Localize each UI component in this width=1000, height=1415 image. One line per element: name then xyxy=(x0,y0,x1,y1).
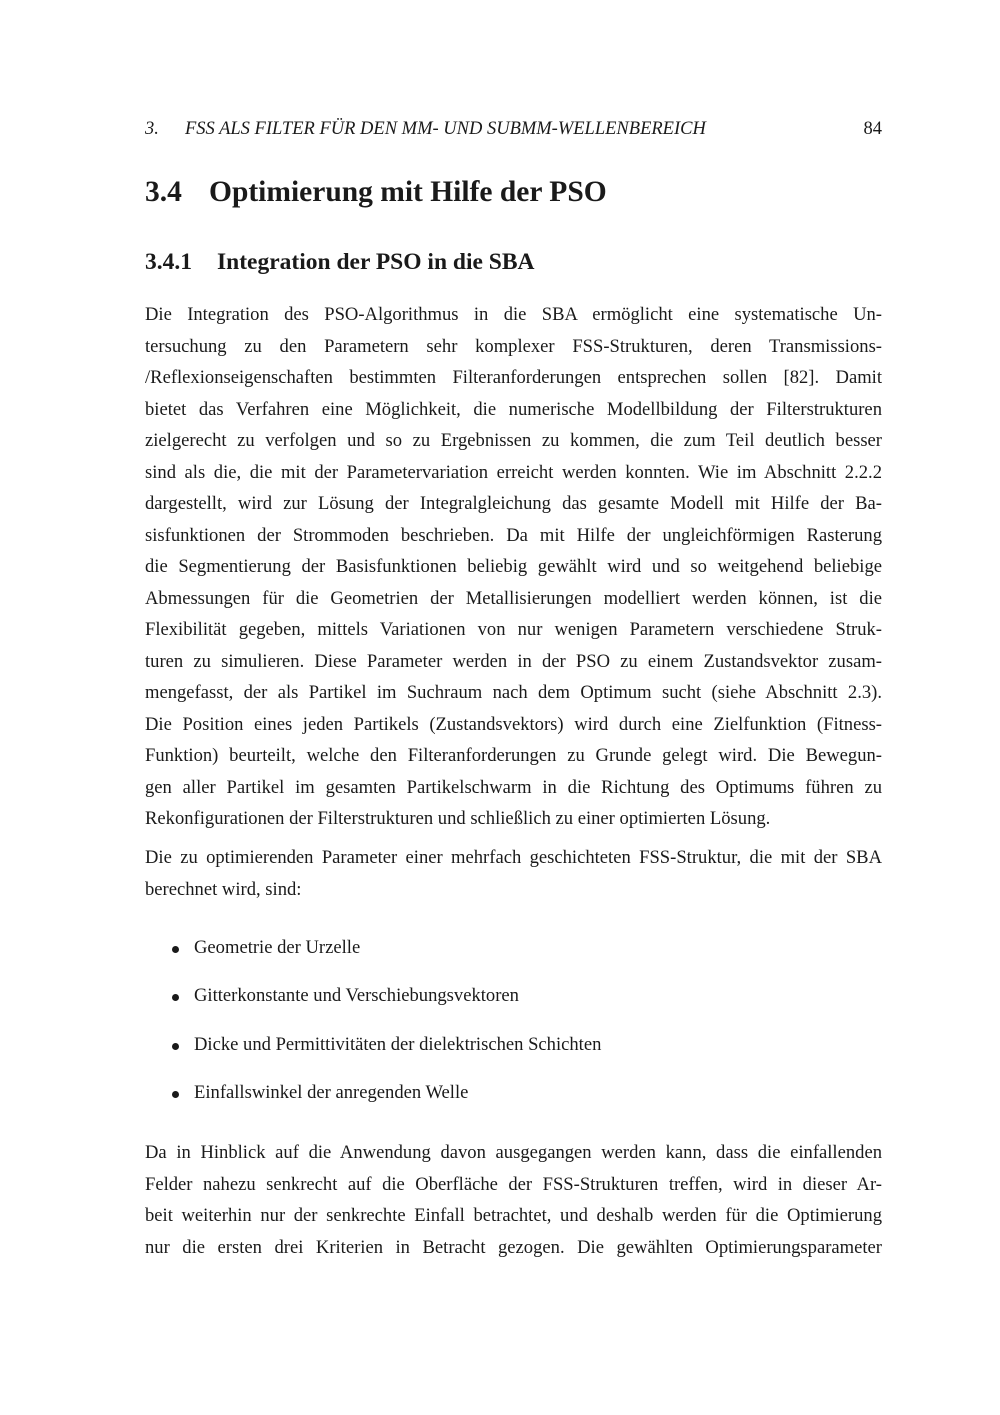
section-heading xyxy=(145,172,607,212)
subsection-title: Integration der PSO in die SBA xyxy=(217,249,535,275)
paragraph-line: Die Position eines jeden Partikels (Zustandsvektors) wird durch eine Zielfunktion (Fitness- xyxy=(145,713,882,735)
paragraph-line: die Segmentierung der Basisfunktionen beliebig gewählt wird und so weitgehend beliebige xyxy=(145,556,882,577)
paragraph-integration xyxy=(145,299,882,835)
paragraph-line: sisfunktionen der Strommoden beschrieben. Da mit Hilfe der ungleichförmigen Rasterung xyxy=(145,524,882,546)
subsection-number: 3.4.1 xyxy=(145,249,192,275)
paragraph-line: Die zu optimierenden Parameter einer mehrfach geschichteten FSS-Struktur, die mit der SBA xyxy=(145,847,882,868)
paragraph-line: turen zu simulieren. Diese Parameter werden in der PSO zu einem Zustandsvektor zusam- xyxy=(145,650,882,672)
paragraph-line: berechnet wird, sind: xyxy=(145,878,302,900)
paragraph-line: gen aller Partikel im gesamten Partikelschwarm in die Richtung des Optimums führen zu xyxy=(145,776,882,798)
paragraph-line: zielgerecht zu verfolgen und so zu Ergebnissen zu kommen, die zum Teil deutlich besser xyxy=(145,430,882,451)
running-header-chapter xyxy=(145,117,706,141)
list-item-text: Geometrie der Urzelle xyxy=(194,937,361,958)
paragraph-line: Rekonfigurationen der Filterstrukturen und schließlich zu einer optimierten Lösung. xyxy=(145,808,771,829)
paragraph-line: Abmessungen für die Geometrien der Metallisierungen modelliert werden können, ist die xyxy=(145,587,882,609)
paragraph-line: tersuchung zu den Parametern sehr komplexer FSS-Strukturen, deren Transmissions- xyxy=(145,335,882,357)
paragraph-line: /Reflexionseigenschaften bestimmten Filteranforderungen entsprechen sollen [82]. Damit xyxy=(145,367,882,388)
paragraph-line: Felder nahezu senkrecht auf die Oberfläche der FSS-Strukturen treffen, wird in dieser Ar- xyxy=(145,1173,882,1195)
section-number: 3.4 xyxy=(145,176,182,208)
list-item xyxy=(167,932,882,980)
running-header xyxy=(145,117,882,141)
list-item-text: Dicke und Permittivitäten der dielektrischen Schichten xyxy=(194,1033,602,1055)
chapter-title: FSS ALS FILTER FÜR DEN MM- UND SUBMM-WELLENBEREICH xyxy=(185,119,706,139)
list-item xyxy=(167,1029,882,1077)
list-item xyxy=(167,1077,882,1125)
paragraph-line: sind als die, die mit der Parametervariation erreicht werden konnten. Wie im Abschnitt 2.2.2 xyxy=(145,461,882,483)
paragraph-line: dargestellt, wird zur Lösung der Integralgleichung das gesamte Modell mit Hilfe der Ba- xyxy=(145,493,882,514)
paragraph-line: mengefasst, der als Partikel im Suchraum nach dem Optimum sucht (siehe Abschnitt 2.3). xyxy=(145,682,882,703)
bullet-icon xyxy=(172,994,179,1001)
list-item-text: Gitterkonstante und Verschiebungsvektoren xyxy=(194,985,519,1007)
paragraph-parameters-intro xyxy=(145,842,882,905)
paragraph-line: beit weiterhin nur der senkrechte Einfall betrachtet, und deshalb werden für die Optimierung xyxy=(145,1205,882,1226)
parameter-list xyxy=(167,932,882,1125)
page-number: 84 xyxy=(863,119,882,139)
paragraph-line: Da in Hinblick auf die Anwendung davon ausgegangen werden kann, dass die einfallenden xyxy=(145,1142,882,1163)
subsection-heading xyxy=(145,246,535,278)
paragraph-line: bietet das Verfahren eine Möglichkeit, die numerische Modellbildung der Filterstrukturen xyxy=(145,398,882,420)
list-item xyxy=(167,980,882,1028)
paragraph-line: Funktion) beurteilt, welche den Filteranforderungen zu Grunde gelegt wird. Die Bewegun- xyxy=(145,745,882,766)
paragraph-line: Flexibilität gegeben, mittels Variationen von nur wenigen Parametern verschiedene Struk- xyxy=(145,619,882,640)
paragraph-line: nur die ersten drei Kriterien in Betracht gezogen. Die gewählten Optimierungsparameter xyxy=(145,1236,882,1258)
bullet-icon xyxy=(172,1043,179,1050)
list-item-text: Einfallswinkel der anregenden Welle xyxy=(194,1081,469,1103)
paragraph-line: Die Integration des PSO-Algorithmus in die SBA ermöglicht eine systematische Un- xyxy=(145,304,882,325)
chapter-number: 3. xyxy=(145,119,159,139)
section-title: Optimierung mit Hilfe der PSO xyxy=(209,176,607,208)
bullet-icon xyxy=(172,1091,179,1098)
bullet-icon xyxy=(172,946,179,953)
paragraph-incidence xyxy=(145,1137,882,1263)
